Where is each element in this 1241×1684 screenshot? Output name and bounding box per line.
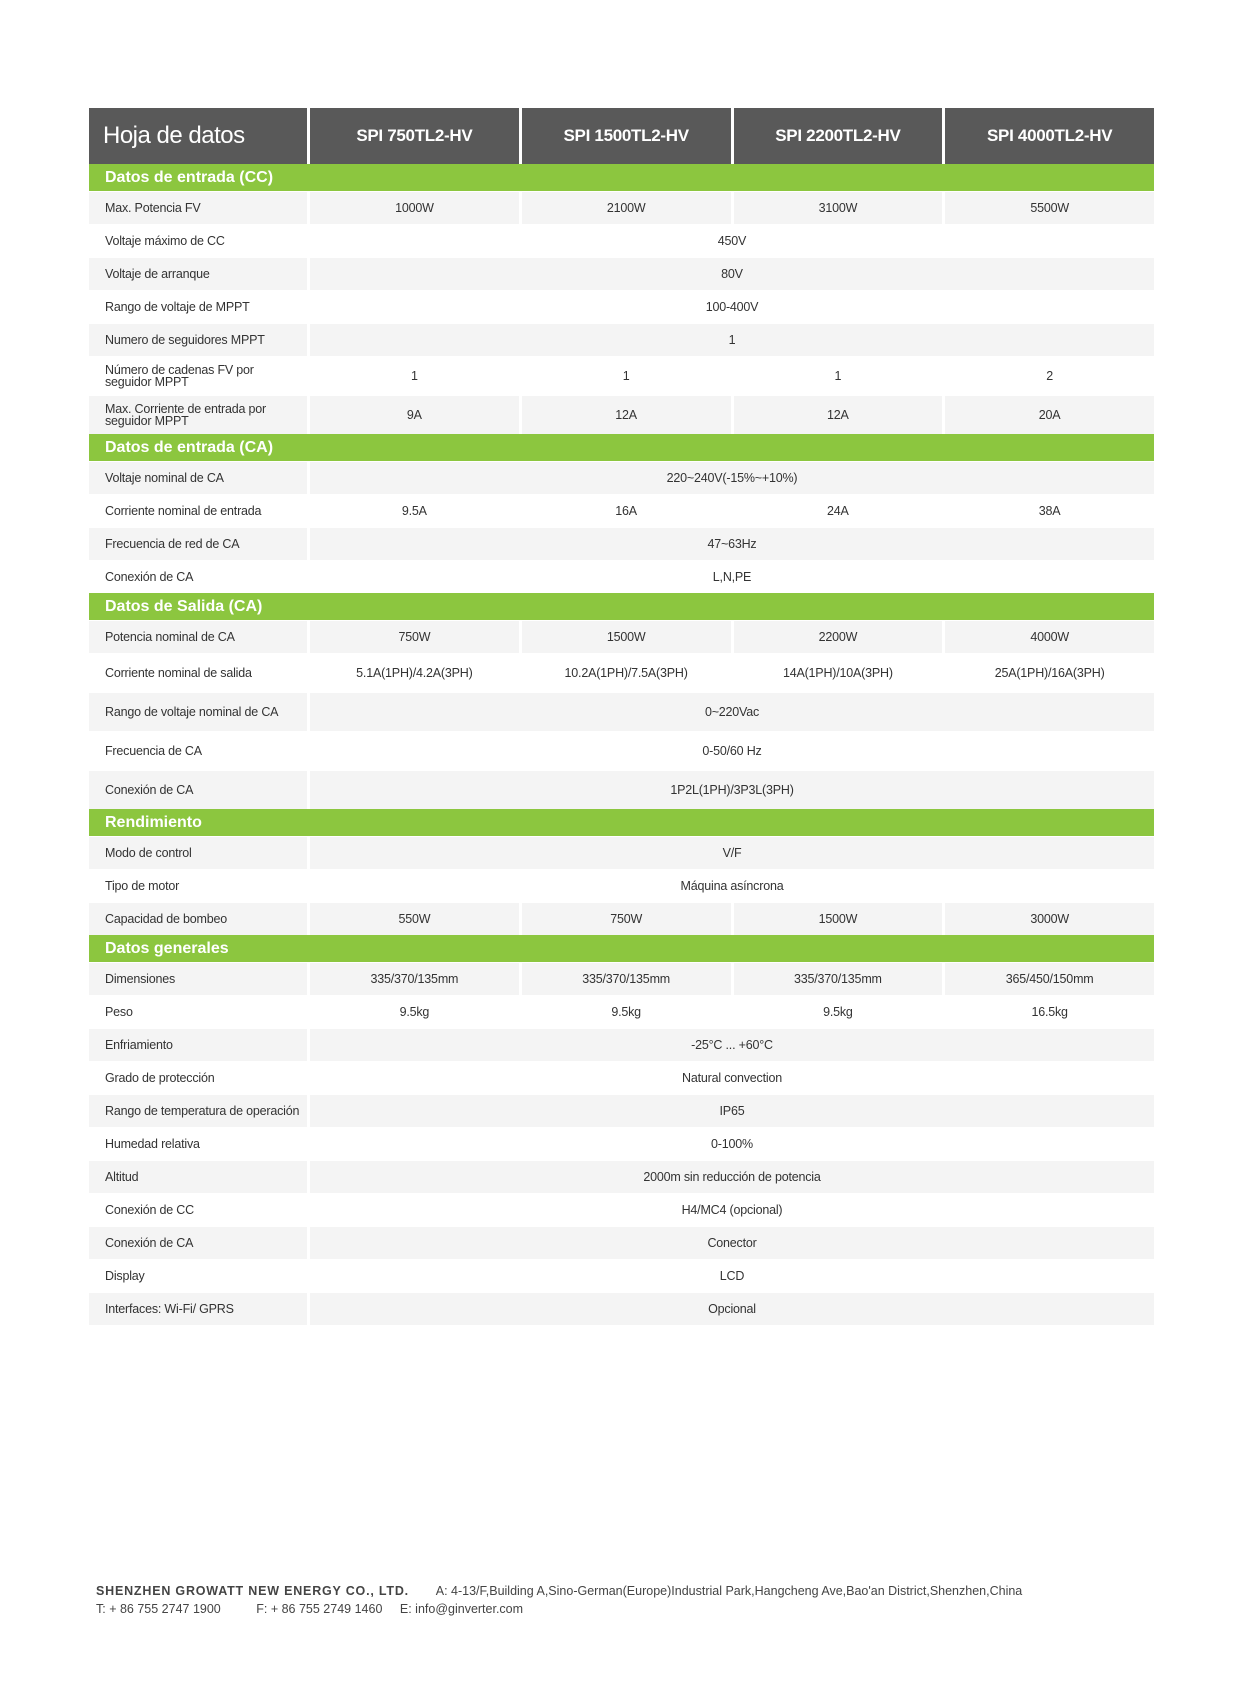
spec-row	[89, 995, 1154, 1028]
company-address: A: 4-13/F,Building A,Sino-German(Europe)Industrial Park,Hangcheng Ave,Bao'an District,Shenzhen,China	[435, 1584, 1023, 1598]
spec-row	[89, 1028, 1154, 1061]
spec-value: 3000W	[942, 902, 1154, 935]
spec-value: 20A	[942, 395, 1154, 434]
spec-value: 9.5kg	[519, 995, 731, 1028]
spec-label: Tipo de motor	[89, 869, 307, 902]
company-fax: F: + 86 755 2749 1460	[256, 1602, 383, 1616]
header-row	[89, 108, 1154, 164]
spec-value: V/F	[307, 836, 1154, 869]
spec-value: 3100W	[731, 191, 943, 224]
spec-label: Interfaces: Wi-Fi/ GPRS	[89, 1292, 307, 1325]
spec-value: 9.5kg	[731, 995, 943, 1028]
spec-row	[89, 620, 1154, 653]
spec-row	[89, 836, 1154, 869]
spec-value: 16A	[519, 494, 731, 527]
spec-value: 5.1A(1PH)/4.2A(3PH)	[307, 653, 519, 692]
spec-row	[89, 356, 1154, 395]
spec-label: Voltaje máximo de CC	[89, 224, 307, 257]
company-phone: T: + 86 755 2747 1900	[96, 1602, 221, 1616]
spec-row	[89, 290, 1154, 323]
section-title: Rendimiento	[89, 809, 1154, 836]
section-header	[89, 935, 1154, 962]
spec-value: 9A	[307, 395, 519, 434]
spec-value: 80V	[307, 257, 1154, 290]
spec-value: 450V	[307, 224, 1154, 257]
spec-value: 1500W	[731, 902, 943, 935]
spec-label: Potencia nominal de CA	[89, 620, 307, 653]
spec-value: 2200W	[731, 620, 943, 653]
spec-value: 16.5kg	[942, 995, 1154, 1028]
spec-label: Max. Potencia FV	[89, 191, 307, 224]
spec-label: Conexión de CC	[89, 1193, 307, 1226]
spec-value: 5500W	[942, 191, 1154, 224]
spec-value: 1	[307, 323, 1154, 356]
model-header: SPI 750TL2-HV	[307, 108, 519, 164]
spec-value: 335/370/135mm	[731, 962, 943, 995]
spec-label: Altitud	[89, 1160, 307, 1193]
datasheet-body	[89, 164, 1154, 1325]
spec-value: 1000W	[307, 191, 519, 224]
spec-value: 38A	[942, 494, 1154, 527]
section-title: Datos de Salida (CA)	[89, 593, 1154, 620]
spec-value: 335/370/135mm	[307, 962, 519, 995]
spec-value: 12A	[731, 395, 943, 434]
footer-line-1	[96, 1584, 1156, 1602]
spec-value: 2000m sin reducción de potencia	[307, 1160, 1154, 1193]
model-header: SPI 1500TL2-HV	[519, 108, 731, 164]
spec-value: H4/MC4 (opcional)	[307, 1193, 1154, 1226]
spec-label: Capacidad de bombeo	[89, 902, 307, 935]
spec-value: 9.5A	[307, 494, 519, 527]
spec-value: 47~63Hz	[307, 527, 1154, 560]
model-header: SPI 4000TL2-HV	[942, 108, 1154, 164]
spec-label: Voltaje de arranque	[89, 257, 307, 290]
spec-row	[89, 461, 1154, 494]
footer	[96, 1584, 1156, 1620]
spec-value: 1	[307, 356, 519, 395]
spec-row	[89, 494, 1154, 527]
section-title: Datos de entrada (CA)	[89, 434, 1154, 461]
spec-row	[89, 770, 1154, 809]
spec-value: 220~240V(-15%~+10%)	[307, 461, 1154, 494]
footer-line-2	[96, 1602, 1156, 1620]
spec-row	[89, 1094, 1154, 1127]
spec-row	[89, 731, 1154, 770]
section-header	[89, 593, 1154, 620]
spec-label: Conexión de CA	[89, 1226, 307, 1259]
spec-label: Rango de temperatura de operación	[89, 1094, 307, 1127]
spec-value: 1	[519, 356, 731, 395]
spec-row	[89, 1292, 1154, 1325]
spec-value: 4000W	[942, 620, 1154, 653]
spec-row	[89, 560, 1154, 593]
datasheet-table	[89, 108, 1154, 1325]
spec-label: Rango de voltaje de MPPT	[89, 290, 307, 323]
spec-value: 9.5kg	[307, 995, 519, 1028]
spec-label: Conexión de CA	[89, 770, 307, 809]
spec-row	[89, 962, 1154, 995]
spec-label: Dimensiones	[89, 962, 307, 995]
spec-row	[89, 191, 1154, 224]
spec-value: 25A(1PH)/16A(3PH)	[942, 653, 1154, 692]
spec-value: 0-50/60 Hz	[307, 731, 1154, 770]
spec-row	[89, 527, 1154, 560]
spec-label: Corriente nominal de entrada	[89, 494, 307, 527]
spec-label: Enfriamiento	[89, 1028, 307, 1061]
spec-value: Conector	[307, 1226, 1154, 1259]
spec-label: Display	[89, 1259, 307, 1292]
spec-label: Frecuencia de CA	[89, 731, 307, 770]
datasheet-title: Hoja de datos	[89, 108, 307, 164]
spec-value: 14A(1PH)/10A(3PH)	[731, 653, 943, 692]
spec-row	[89, 1127, 1154, 1160]
spec-value: 1	[731, 356, 943, 395]
spec-row	[89, 257, 1154, 290]
spec-value: 24A	[731, 494, 943, 527]
spec-value: 750W	[519, 902, 731, 935]
spec-value: 1P2L(1PH)/3P3L(3PH)	[307, 770, 1154, 809]
spec-row	[89, 224, 1154, 257]
spec-row	[89, 869, 1154, 902]
spec-row	[89, 1160, 1154, 1193]
spec-value: 365/450/150mm	[942, 962, 1154, 995]
spec-label: Modo de control	[89, 836, 307, 869]
spec-value: 750W	[307, 620, 519, 653]
spec-row	[89, 902, 1154, 935]
spec-value: LCD	[307, 1259, 1154, 1292]
spec-label: Voltaje nominal de CA	[89, 461, 307, 494]
section-header	[89, 434, 1154, 461]
company-name: SHENZHEN GROWATT NEW ENERGY CO., LTD.	[96, 1584, 409, 1598]
spec-row	[89, 653, 1154, 692]
spec-value: 2	[942, 356, 1154, 395]
section-header	[89, 809, 1154, 836]
spec-label: Frecuencia de red de CA	[89, 527, 307, 560]
spec-value: 1500W	[519, 620, 731, 653]
spec-label: Número de cadenas FV por seguidor MPPT	[89, 356, 307, 395]
spec-row	[89, 1259, 1154, 1292]
spec-label: Numero de seguidores MPPT	[89, 323, 307, 356]
spec-value: 0-100%	[307, 1127, 1154, 1160]
spec-value: 2100W	[519, 191, 731, 224]
spec-value: IP65	[307, 1094, 1154, 1127]
spec-label: Rango de voltaje nominal de CA	[89, 692, 307, 731]
spec-row	[89, 692, 1154, 731]
spec-label: Conexión de CA	[89, 560, 307, 593]
section-header	[89, 164, 1154, 191]
spec-value: 10.2A(1PH)/7.5A(3PH)	[519, 653, 731, 692]
spec-row	[89, 1061, 1154, 1094]
spec-row	[89, 395, 1154, 434]
spec-value: -25°C ... +60°C	[307, 1028, 1154, 1061]
spec-value: 335/370/135mm	[519, 962, 731, 995]
spec-label: Corriente nominal de salida	[89, 653, 307, 692]
spec-label: Grado de protección	[89, 1061, 307, 1094]
spec-value: L,N,PE	[307, 560, 1154, 593]
spec-value: 0~220Vac	[307, 692, 1154, 731]
model-header: SPI 2200TL2-HV	[731, 108, 943, 164]
spec-label: Peso	[89, 995, 307, 1028]
spec-value: 12A	[519, 395, 731, 434]
spec-value: 100-400V	[307, 290, 1154, 323]
spec-value: Natural convection	[307, 1061, 1154, 1094]
section-title: Datos de entrada (CC)	[89, 164, 1154, 191]
spec-value: Máquina asíncrona	[307, 869, 1154, 902]
section-title: Datos generales	[89, 935, 1154, 962]
spec-label: Humedad relativa	[89, 1127, 307, 1160]
spec-label: Max. Corriente de entrada por seguidor MPPT	[89, 395, 307, 434]
spec-value: 550W	[307, 902, 519, 935]
spec-row	[89, 1226, 1154, 1259]
spec-row	[89, 323, 1154, 356]
spec-row	[89, 1193, 1154, 1226]
spec-value: Opcional	[307, 1292, 1154, 1325]
company-email: E: info@ginverter.com	[399, 1602, 524, 1616]
